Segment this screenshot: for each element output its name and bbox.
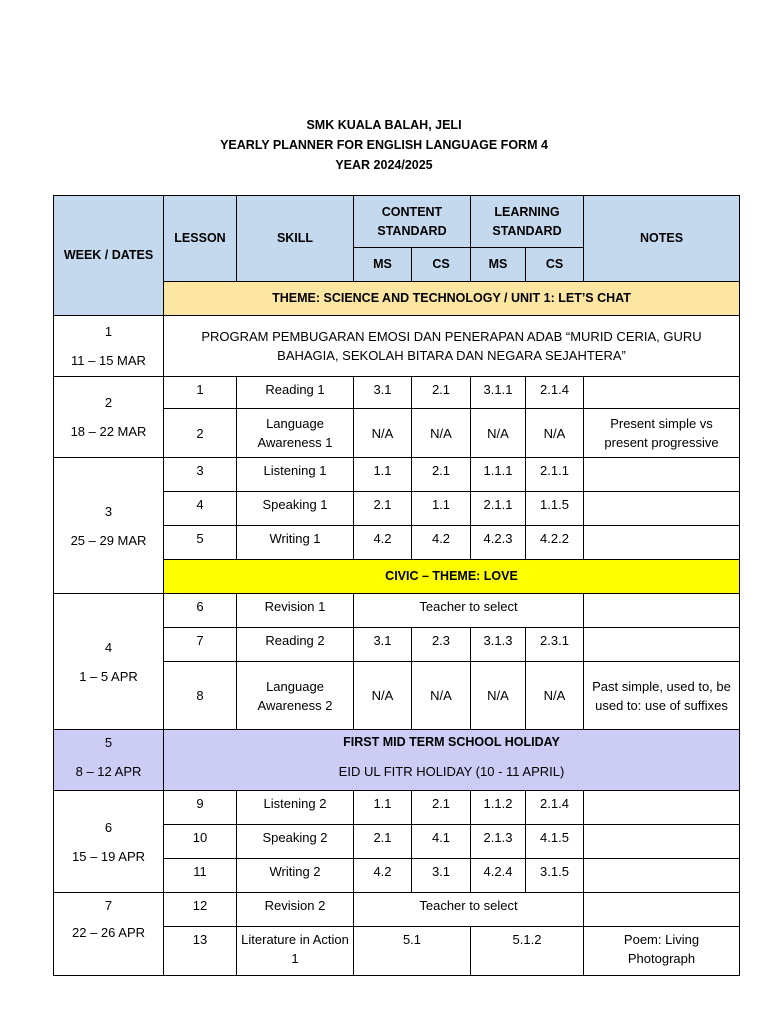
learning-cs: N/A xyxy=(526,409,584,458)
content-ms: N/A xyxy=(354,409,412,458)
learning-ms: 1.1.1 xyxy=(471,458,526,492)
lesson-number: 12 xyxy=(164,893,237,927)
notes xyxy=(584,458,740,492)
standard-teacher-select: Teacher to select xyxy=(354,893,584,927)
notes: Past simple, used to, be used to: use of suffixes xyxy=(584,662,740,730)
skill: Language Awareness 1 xyxy=(237,409,354,458)
notes xyxy=(584,526,740,560)
content-cs: 4.1 xyxy=(412,825,471,859)
lesson-number: 6 xyxy=(164,594,237,628)
learning-ms: 2.1.1 xyxy=(471,492,526,526)
learning-cs: 2.3.1 xyxy=(526,628,584,662)
week-2-cell xyxy=(54,377,164,458)
header-content-standard: CONTENT STANDARD xyxy=(354,196,471,248)
skill: Reading 1 xyxy=(237,377,354,409)
header-learning-cs: CS xyxy=(526,248,584,282)
skill: Reading 2 xyxy=(237,628,354,662)
week-number: 4 xyxy=(104,639,113,655)
content-standard-merged: 5.1 xyxy=(354,927,471,976)
notes xyxy=(584,377,740,409)
learning-cs: 2.1.4 xyxy=(526,377,584,409)
lesson-number: 13 xyxy=(164,927,237,976)
learning-ms: 4.2.4 xyxy=(471,859,526,893)
content-cs: 2.3 xyxy=(412,628,471,662)
notes: Present simple vs present progressive xyxy=(584,409,740,458)
lesson-number: 3 xyxy=(164,458,237,492)
lesson-number: 5 xyxy=(164,526,237,560)
content-ms: 2.1 xyxy=(354,492,412,526)
learning-cs: 3.1.5 xyxy=(526,859,584,893)
lesson-number: 7 xyxy=(164,628,237,662)
holiday-banner xyxy=(164,730,740,791)
lesson-number: 2 xyxy=(164,409,237,458)
skill: Revision 1 xyxy=(237,594,354,628)
lesson-number: 10 xyxy=(164,825,237,859)
learning-cs: 1.1.5 xyxy=(526,492,584,526)
week-dates: 15 – 19 APR xyxy=(72,848,145,864)
content-cs: 4.2 xyxy=(412,526,471,560)
holiday-eid: EID UL FITR HOLIDAY (10 - 11 APRIL) xyxy=(338,764,565,779)
week-number: 1 xyxy=(104,324,113,339)
week-5-cell xyxy=(54,730,164,791)
week-number: 3 xyxy=(104,503,113,519)
skill: Speaking 2 xyxy=(237,825,354,859)
week-number: 2 xyxy=(104,395,113,410)
learning-ms: 4.2.3 xyxy=(471,526,526,560)
document-header xyxy=(0,115,768,175)
learning-standard-merged: 5.1.2 xyxy=(471,927,584,976)
skill: Writing 1 xyxy=(237,526,354,560)
header-notes: NOTES xyxy=(584,196,740,282)
week-dates: 11 – 15 MAR xyxy=(71,353,146,368)
content-cs: N/A xyxy=(412,662,471,730)
learning-cs: 4.2.2 xyxy=(526,526,584,560)
theme-unit1-banner: THEME: SCIENCE AND TECHNOLOGY / UNIT 1: LET’S CHAT xyxy=(164,282,740,316)
week-number: 5 xyxy=(104,735,113,750)
week-number: 7 xyxy=(104,898,113,913)
content-cs: 2.1 xyxy=(412,458,471,492)
header-learning-ms: MS xyxy=(471,248,526,282)
content-ms: N/A xyxy=(354,662,412,730)
header-content-cs: CS xyxy=(412,248,471,282)
content-ms: 2.1 xyxy=(354,825,412,859)
civic-theme-banner: CIVIC – THEME: LOVE xyxy=(164,560,740,594)
lesson-number: 9 xyxy=(164,791,237,825)
skill: Writing 2 xyxy=(237,859,354,893)
notes: Poem: Living Photograph xyxy=(584,927,740,976)
learning-cs: 2.1.4 xyxy=(526,791,584,825)
week-4-cell xyxy=(54,594,164,730)
content-ms: 3.1 xyxy=(354,377,412,409)
week-dates: 22 – 26 APR xyxy=(72,925,145,940)
content-cs: 2.1 xyxy=(412,791,471,825)
program-banner: PROGRAM PEMBUGARAN EMOSI DAN PENERAPAN ADAB “MURID CERIA, GURU BAHAGIA, SEKOLAH BITARA DAN NEGARA SEJAHTERA” xyxy=(164,316,740,377)
content-cs: 2.1 xyxy=(412,377,471,409)
skill: Literature in Action 1 xyxy=(237,927,354,976)
content-ms: 4.2 xyxy=(354,526,412,560)
content-ms: 4.2 xyxy=(354,859,412,893)
learning-ms: 2.1.3 xyxy=(471,825,526,859)
week-1-cell xyxy=(54,316,164,377)
standard-teacher-select: Teacher to select xyxy=(354,594,584,628)
learning-ms: N/A xyxy=(471,662,526,730)
holiday-title: FIRST MID TERM SCHOOL HOLIDAY xyxy=(343,735,560,749)
week-dates: 25 – 29 MAR xyxy=(70,532,147,548)
notes xyxy=(584,594,740,628)
header-content-ms: MS xyxy=(354,248,412,282)
header-lesson: LESSON xyxy=(164,196,237,282)
notes xyxy=(584,893,740,927)
content-ms: 1.1 xyxy=(354,458,412,492)
week-dates: 18 – 22 MAR xyxy=(70,424,147,439)
skill: Language Awareness 2 xyxy=(237,662,354,730)
skill: Listening 1 xyxy=(237,458,354,492)
content-ms: 3.1 xyxy=(354,628,412,662)
notes xyxy=(584,825,740,859)
week-6-cell xyxy=(54,791,164,893)
notes xyxy=(584,628,740,662)
lesson-number: 8 xyxy=(164,662,237,730)
notes xyxy=(584,791,740,825)
learning-ms: 3.1.1 xyxy=(471,377,526,409)
content-ms: 1.1 xyxy=(354,791,412,825)
planner-title: YEARLY PLANNER FOR ENGLISH LANGUAGE FORM 4 xyxy=(220,138,548,152)
header-learning-standard: LEARNING STANDARD xyxy=(471,196,584,248)
content-cs: 3.1 xyxy=(412,859,471,893)
week-dates: 8 – 12 APR xyxy=(75,764,142,779)
skill: Listening 2 xyxy=(237,791,354,825)
notes xyxy=(584,492,740,526)
learning-ms: 1.1.2 xyxy=(471,791,526,825)
lesson-number: 11 xyxy=(164,859,237,893)
school-name: SMK KUALA BALAH, JELI xyxy=(306,118,462,132)
content-cs: 1.1 xyxy=(412,492,471,526)
yearly-planner-table xyxy=(53,195,740,976)
week-dates: 1 – 5 APR xyxy=(79,668,138,684)
learning-cs: 4.1.5 xyxy=(526,825,584,859)
header-week-dates: WEEK / DATES xyxy=(54,196,164,316)
skill: Speaking 1 xyxy=(237,492,354,526)
header-skill: SKILL xyxy=(237,196,354,282)
learning-cs: N/A xyxy=(526,662,584,730)
skill: Revision 2 xyxy=(237,893,354,927)
week-7-cell xyxy=(54,893,164,976)
planner-year: YEAR 2024/2025 xyxy=(335,158,433,172)
week-3-cell xyxy=(54,458,164,594)
lesson-number: 4 xyxy=(164,492,237,526)
learning-cs: 2.1.1 xyxy=(526,458,584,492)
week-number: 6 xyxy=(104,819,113,835)
learning-ms: 3.1.3 xyxy=(471,628,526,662)
content-cs: N/A xyxy=(412,409,471,458)
learning-ms: N/A xyxy=(471,409,526,458)
lesson-number: 1 xyxy=(164,377,237,409)
notes xyxy=(584,859,740,893)
